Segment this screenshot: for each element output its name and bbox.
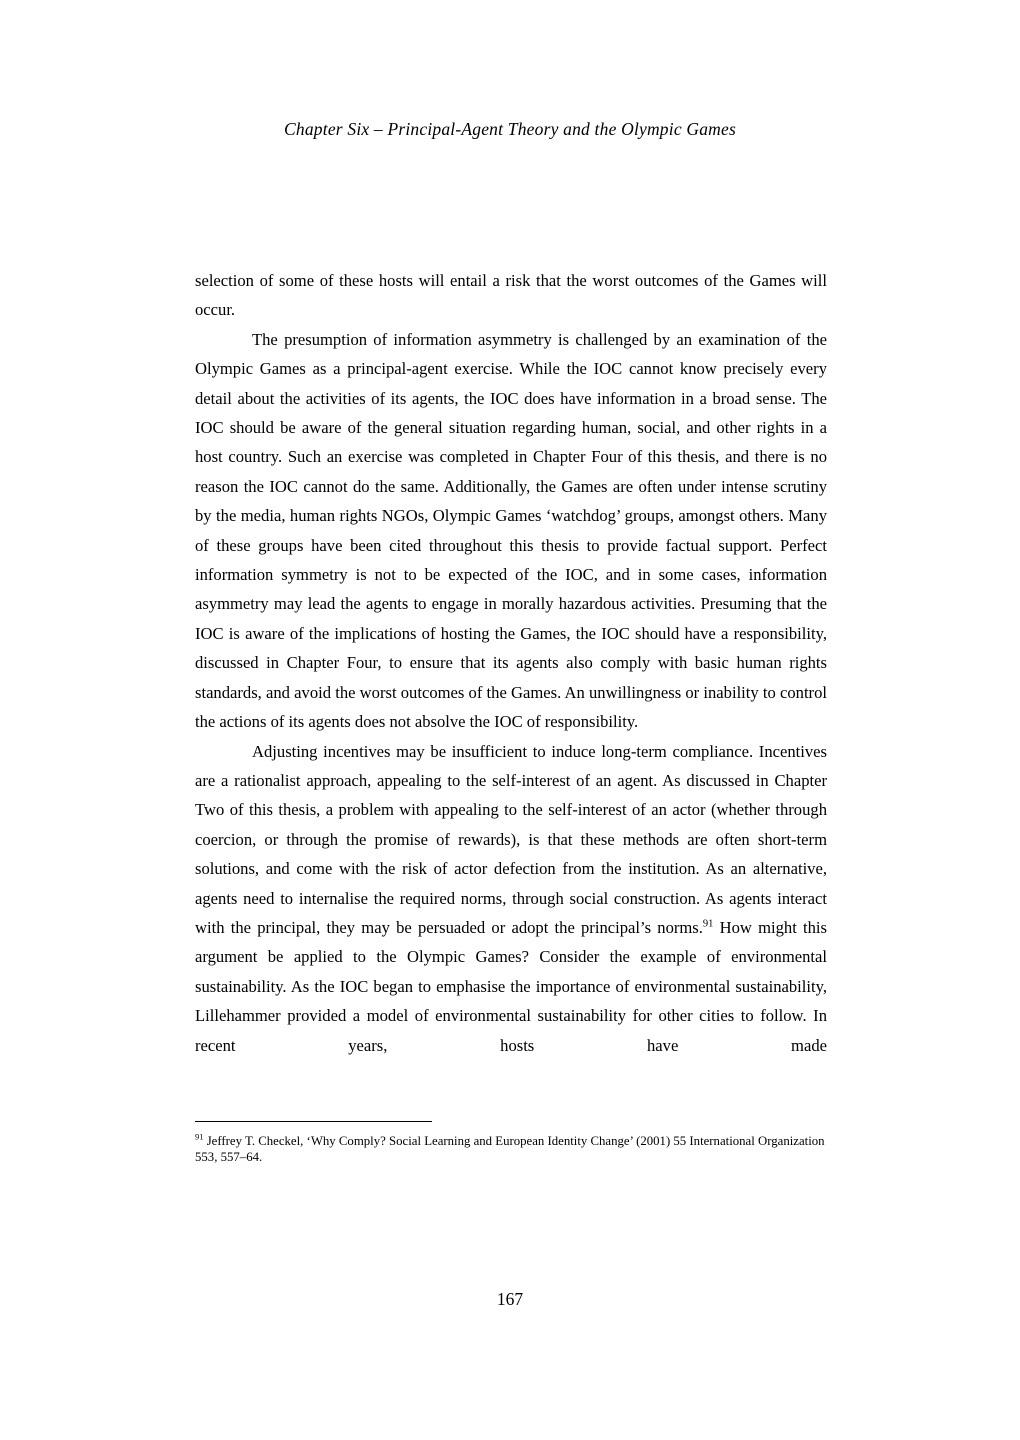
body-text [195, 266, 827, 1060]
footnote-number: 91 [195, 1131, 204, 1142]
page-number: 167 [496, 1289, 524, 1309]
paragraph-information-asymmetry: The presumption of information asymmetry is challenged by an examination of the Olympic Games as a principal-agent exercise. While the IOC cannot know precisely every detail about the activities of its agents, the IOC does have information in a broad sense. The IOC should be aware of the general situation regarding human, social, and other rights in a host country. Such an exercise was completed in Chapter Four of this thesis, and there is no reason the IOC cannot do the same. Additionally, the Games are often under intense scrutiny by the media, human rights NGOs, Olympic Games ‘watchdog’ groups, amongst others. Many of these groups have been cited throughout this thesis to provide factual support. Perfect information symmetry is not to be expected of the IOC, and in some cases, information asymmetry may lead the agents to engage in morally hazardous activities. Presuming that the IOC is aware of the implications of hosting the Games, the IOC should have a responsibility, discussed in Chapter Four, to ensure that its agents also comply with basic human rights standards, and avoid the worst outcomes of the Games. An unwillingness or inability to control the actions of its agents does not absolve the IOC of responsibility. [195, 329, 827, 732]
chapter-running-header: Chapter Six – Principal-Agent Theory and the Olympic Games [284, 119, 736, 139]
footnote-separator [195, 1121, 432, 1122]
paragraph-text-after-ref: How might this argument be applied to the Olympic Games? Consider the example of environmental sustainability. As the IOC began to emphasise the importance of environmental sustainability, Lillehammer provided a model of environmental sustainability for other cities to follow. In recent years, hosts have made [195, 917, 827, 1055]
footnote-text: Jeffrey T. Checkel, ‘Why Comply? Social Learning and European Identity Change’ (2001) 55 International Organization 553, 557–64. [195, 1134, 825, 1164]
paragraph-text-before-ref: Adjusting incentives may be insufficient to induce long-term compliance. Incentives are a rationalist approach, appealing to the self-interest of an agent. As discussed in Chapter Two of this thesis, a problem with appealing to the self-interest of an actor (whether through coercion, or through the promise of rewards), is that these methods are often short-term solutions, and come with the risk of actor defection from the institution. As an alternative, agents need to internalise the required norms, through social construction. As agents interact with the principal, they may be persuaded or adopt the principal’s norms. [195, 741, 827, 937]
paragraph-continuation: selection of some of these hosts will entail a risk that the worst outcomes of the Games will occur. [195, 271, 827, 320]
footnote-ref-marker: 91 [702, 918, 714, 930]
paragraph-incentives [195, 737, 827, 1060]
footnote [195, 1131, 827, 1165]
